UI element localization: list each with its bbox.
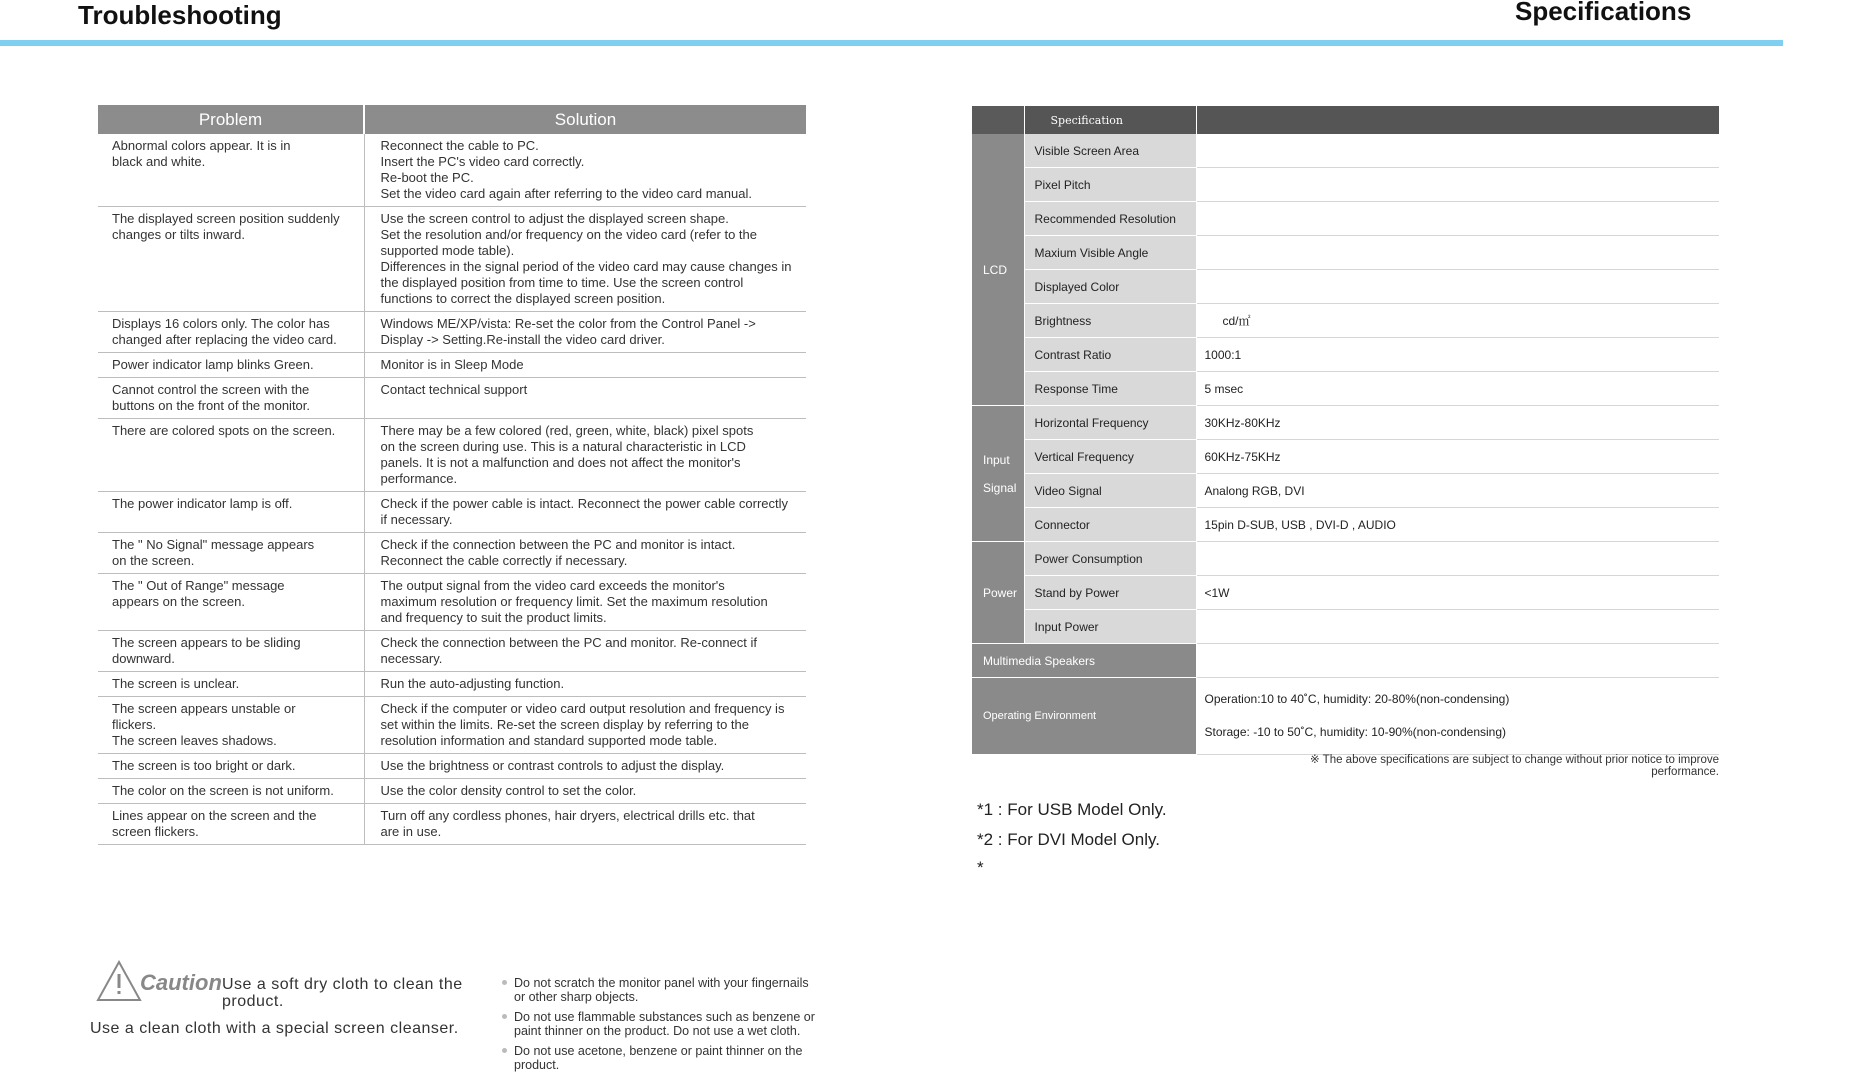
spec-value: 15pin D-SUB, USB , DVI-D , AUDIO (1196, 508, 1719, 542)
environment-line: Operation:10 to 40˚C, humidity: 20-80%(non-condensing) (1204, 692, 1510, 706)
caution-item: Do not scratch the monitor panel with your fingernails or other sharp objects. (500, 976, 820, 1004)
problem-cell: The " Out of Range" message appears on the screen. (98, 574, 364, 631)
spec-label: Visible Screen Area (1024, 134, 1196, 168)
spec-label: Video Signal (1024, 474, 1196, 508)
solution-cell: Contact technical support (364, 378, 806, 419)
column-header-problem: Problem (98, 105, 364, 134)
problem-cell: Cannot control the screen with the buttons on the front of the monitor. (98, 378, 364, 419)
table-row (98, 754, 806, 779)
problem-cell: The screen is unclear. (98, 672, 364, 697)
problem-cell: The screen appears unstable or flickers. The screen leaves shadows. (98, 697, 364, 754)
page-title-troubleshooting: Troubleshooting (78, 0, 282, 30)
table-row (98, 779, 806, 804)
environment-line: Storage: -10 to 50˚C, humidity: 10-90%(non-condensing) (1204, 725, 1506, 739)
spec-label: Power Consumption (1024, 542, 1196, 576)
table-row (98, 804, 806, 845)
solution-cell: Monitor is in Sleep Mode (364, 353, 806, 378)
table-row (98, 631, 806, 672)
header-divider (0, 40, 1783, 46)
solution-cell: There may be a few colored (red, green, white, black) pixel spots on the screen during use. This is a natural characteristic in LCD panels. It is not a malfunction and does not affect the monitor's performance. (364, 419, 806, 492)
table-row (98, 672, 806, 697)
spec-row (972, 474, 1719, 508)
caution-list (500, 976, 820, 1078)
spec-row (972, 610, 1719, 644)
spec-row (972, 134, 1719, 168)
caution-label: Caution (140, 970, 222, 995)
spec-row (972, 372, 1719, 406)
spec-row (972, 168, 1719, 202)
solution-cell: Reconnect the cable to PC. Insert the PC's video card correctly. Re-boot the PC. Set the video card again after referring to the video card manual. (364, 134, 806, 207)
spec-label: Maxium Visible Angle (1024, 236, 1196, 270)
caution-item: Do not use acetone, benzene or paint thinner on the product. (500, 1044, 820, 1072)
spec-value (1196, 202, 1719, 236)
spec-label: Connector (1024, 508, 1196, 542)
spec-row (972, 576, 1719, 610)
problem-cell: The displayed screen position suddenly changes or tilts inward. (98, 207, 364, 312)
spec-value (1196, 168, 1719, 202)
table-row (98, 574, 806, 631)
problem-cell: Abnormal colors appear. It is in black and white. (98, 134, 364, 207)
problem-cell: The power indicator lamp is off. (98, 492, 364, 533)
solution-cell: Turn off any cordless phones, hair dryers, electrical drills etc. that are in use. (364, 804, 806, 845)
spec-label: Vertical Frequency (1024, 440, 1196, 474)
spec-label: Horizontal Frequency (1024, 406, 1196, 440)
spec-label: Pixel Pitch (1024, 168, 1196, 202)
table-row (98, 419, 806, 492)
spec-row (972, 542, 1719, 576)
spec-label: Input Power (1024, 610, 1196, 644)
problem-cell: Lines appear on the screen and the screen flickers. (98, 804, 364, 845)
spec-value (1196, 134, 1719, 168)
spec-value: 1000:1 (1196, 338, 1719, 372)
spec-label: Recommended Resolution (1024, 202, 1196, 236)
footnote-usb: *1 : For USB Model Only. (977, 800, 1167, 819)
spec-row (972, 338, 1719, 372)
spec-value (1196, 610, 1719, 644)
spec-label: Contrast Ratio (1024, 338, 1196, 372)
spec-group-label: LCD (972, 134, 1024, 406)
spec-row-multimedia (972, 644, 1719, 678)
caution-section (90, 960, 816, 1080)
spec-label: Response Time (1024, 372, 1196, 406)
solution-cell: Use the screen control to adjust the displayed screen shape. Set the resolution and/or frequency on the video card (refer to the supported mode table). Differences in the signal period of the video card may cause changes in the displayed position from time to time. Use the screen control functions to correct the displayed screen position. (364, 207, 806, 312)
spec-value: Analong RGB, DVI (1196, 474, 1719, 508)
problem-cell: Displays 16 colors only. The color has changed after replacing the video card. (98, 312, 364, 353)
spec-row (972, 236, 1719, 270)
solution-cell: Check if the computer or video card output resolution and frequency is set within the limits. Re-set the screen display by referring to the resolution information and standard supported mode table. (364, 697, 806, 754)
table-row (98, 697, 806, 754)
solution-cell: The output signal from the video card exceeds the monitor's maximum resolution or frequency limit. Set the maximum resolution and frequency to suit the product limits. (364, 574, 806, 631)
troubleshooting-table (98, 105, 806, 845)
spec-value: cd/㎡ (1196, 304, 1719, 338)
spec-row (972, 508, 1719, 542)
table-row (98, 533, 806, 574)
spec-value (1196, 236, 1719, 270)
solution-cell: Check the connection between the PC and monitor. Re-connect if necessary. (364, 631, 806, 672)
problem-cell: The " No Signal" message appears on the screen. (98, 533, 364, 574)
solution-cell: Run the auto-adjusting function. (364, 672, 806, 697)
caution-item: Do not use flammable substances such as benzene or paint thinner on the product. Do not use a wet cloth. (500, 1010, 820, 1038)
spec-header-blank (972, 106, 1024, 134)
problem-cell: The screen appears to be sliding downward. (98, 631, 364, 672)
page-title-specifications: Specifications (1515, 0, 1692, 26)
spec-value: 5 msec (1196, 372, 1719, 406)
solution-cell: Use the color density control to set the color. (364, 779, 806, 804)
solution-cell: Check if the power cable is intact. Reconnect the power cable correctly if necessary. (364, 492, 806, 533)
spec-row (972, 270, 1719, 304)
table-row (98, 492, 806, 533)
spec-value (1196, 542, 1719, 576)
spec-row-environment (972, 678, 1719, 755)
spec-value: 30KHz-80KHz (1196, 406, 1719, 440)
solution-cell: Use the brightness or contrast controls to adjust the display. (364, 754, 806, 779)
spec-label: Displayed Color (1024, 270, 1196, 304)
column-header-solution: Solution (364, 105, 806, 134)
spec-row (972, 440, 1719, 474)
table-row (98, 134, 806, 207)
spec-environment-value (1196, 678, 1719, 755)
table-row (98, 312, 806, 353)
problem-cell: There are colored spots on the screen. (98, 419, 364, 492)
spec-value: <1W (1196, 576, 1719, 610)
spec-group-label: Power (972, 542, 1024, 644)
table-row (98, 207, 806, 312)
spec-group-label: Input Signal (972, 406, 1024, 542)
specifications-table (972, 106, 1719, 755)
spec-row (972, 406, 1719, 440)
spec-label: Stand by Power (1024, 576, 1196, 610)
problem-cell: The screen is too bright or dark. (98, 754, 364, 779)
footnote-asterisk: * (977, 858, 984, 877)
solution-cell: Windows ME/XP/vista: Re-set the color from the Control Panel -> Display -> Setting.Re-install the video card driver. (364, 312, 806, 353)
spec-multimedia-label: Multimedia Speakers (972, 644, 1196, 678)
spec-row (972, 304, 1719, 338)
spec-environment-label: Operating Environment (972, 678, 1196, 755)
caution-text-cleanser: Use a clean cloth with a special screen cleanser. (90, 1020, 459, 1037)
spec-disclaimer-note: ※ The above specifications are subject to change without prior notice to improve performance. (1310, 754, 1719, 778)
footnote-dvi: *2 : For DVI Model Only. (977, 830, 1160, 849)
problem-cell: Power indicator lamp blinks Green. (98, 353, 364, 378)
spec-multimedia-value (1196, 644, 1719, 678)
spec-header-value (1196, 106, 1719, 134)
table-row (98, 378, 806, 419)
solution-cell: Check if the connection between the PC and monitor is intact. Reconnect the cable correctly if necessary. (364, 533, 806, 574)
table-row (98, 353, 806, 378)
spec-header-specification: Specification (1024, 106, 1196, 134)
spec-value: 60KHz-75KHz (1196, 440, 1719, 474)
problem-cell: The color on the screen is not uniform. (98, 779, 364, 804)
caution-text-soft-cloth: Use a soft dry cloth to clean the product. (222, 976, 463, 1010)
spec-value (1196, 270, 1719, 304)
spec-header-row (972, 106, 1719, 134)
table-header-row (98, 105, 806, 134)
spec-label: Brightness (1024, 304, 1196, 338)
spec-row (972, 202, 1719, 236)
warning-triangle-icon (96, 960, 142, 1002)
